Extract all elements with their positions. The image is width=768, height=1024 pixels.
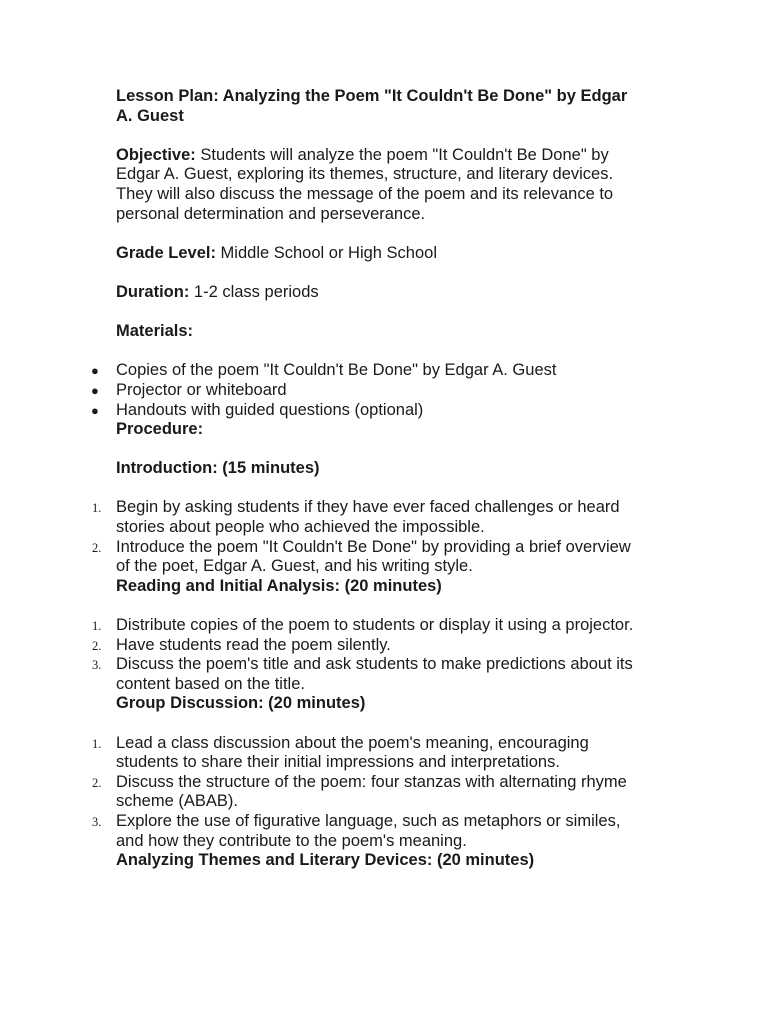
grade-level-label: Grade Level: (116, 243, 216, 262)
objective-text: Students will analyze the poem "It Couldn't Be Done" by Edgar A. Guest, exploring its themes, structure, and literary devices. They will also discuss the message of the poem and its relevance to personal determination and perseverance. (116, 145, 614, 223)
list-item (92, 537, 646, 577)
number-marker: 2. (92, 540, 102, 555)
list-item (92, 635, 646, 656)
list-item (92, 655, 646, 694)
themes-heading: Analyzing Themes and Literary Devices: (20 minutes) (116, 851, 535, 870)
list-item (92, 498, 646, 537)
list-item-text: Copies of the poem "It Couldn't Be Done" by Edgar A. Guest (116, 361, 557, 380)
objective-label: Objective: (116, 145, 196, 164)
list-item (92, 616, 646, 636)
duration-label: Duration: (116, 282, 190, 301)
introduction-heading (116, 459, 646, 479)
number-marker: 2. (92, 638, 102, 653)
list-item-text: Explore the use of figurative language, such as metaphors or similes, and how they contribute to the poem's meaning. (116, 811, 621, 850)
group-discussion-heading: Group Discussion: (20 minutes) (116, 694, 366, 713)
materials-label: Materials: (116, 322, 194, 341)
list-item (91, 400, 646, 421)
list-item-text: Discuss the poem's title and ask students to make predictions about its content based on the title. (116, 655, 633, 693)
duration-text: 1-2 class periods (189, 282, 319, 301)
procedure-heading: Procedure: (116, 420, 204, 439)
bullet-marker: ● (91, 363, 99, 379)
number-marker: 2. (92, 775, 102, 790)
group-discussion-list (92, 733, 646, 852)
grade-level-paragraph (116, 244, 646, 264)
duration-paragraph (116, 283, 646, 303)
list-item-text: Introduce the poem "It Couldn't Be Done" by providing a brief overview of the poet, Edgar A. Guest, and his writing style. (116, 537, 631, 576)
grade-level-text: Middle School or High School (215, 243, 438, 262)
list-item (92, 772, 646, 812)
list-item-text: Projector or whiteboard (116, 380, 287, 399)
list-item-text: Have students read the poem silently. (116, 635, 391, 654)
list-item-text: Lead a class discussion about the poem's meaning, encouraging students to share their initial impressions and interpretations. (116, 733, 589, 772)
number-marker: 1. (92, 619, 102, 634)
materials-heading (116, 322, 646, 342)
introduction-label: Introduction: (15 minutes) (116, 459, 320, 478)
list-item (91, 380, 646, 401)
reading-heading: Reading and Initial Analysis: (20 minutes) (116, 576, 442, 595)
reading-list (92, 616, 646, 694)
list-item (92, 811, 646, 851)
objective-paragraph (116, 146, 646, 224)
number-marker: 1. (92, 501, 102, 516)
list-item (91, 361, 646, 381)
number-marker: 1. (92, 736, 102, 751)
list-item-text: Distribute copies of the poem to students or display it using a projector. (116, 616, 634, 635)
list-item-text: Discuss the structure of the poem: four stanzas with alternating rhyme scheme (ABAB). (116, 772, 627, 811)
document-page (91, 87, 646, 890)
list-item (92, 733, 646, 773)
materials-list (91, 361, 646, 420)
bullet-marker: ● (91, 382, 99, 398)
bullet-marker: ● (91, 402, 99, 418)
list-item-text: Begin by asking students if they have ever faced challenges or heard stories about people who achieved the impossible. (116, 498, 620, 537)
document-title: Lesson Plan: Analyzing the Poem "It Couldn't Be Done" by Edgar A. Guest (116, 87, 628, 125)
number-marker: 3. (92, 814, 102, 829)
number-marker: 3. (92, 658, 102, 673)
list-item-text: Handouts with guided questions (optional) (116, 400, 424, 419)
introduction-list (92, 498, 646, 576)
